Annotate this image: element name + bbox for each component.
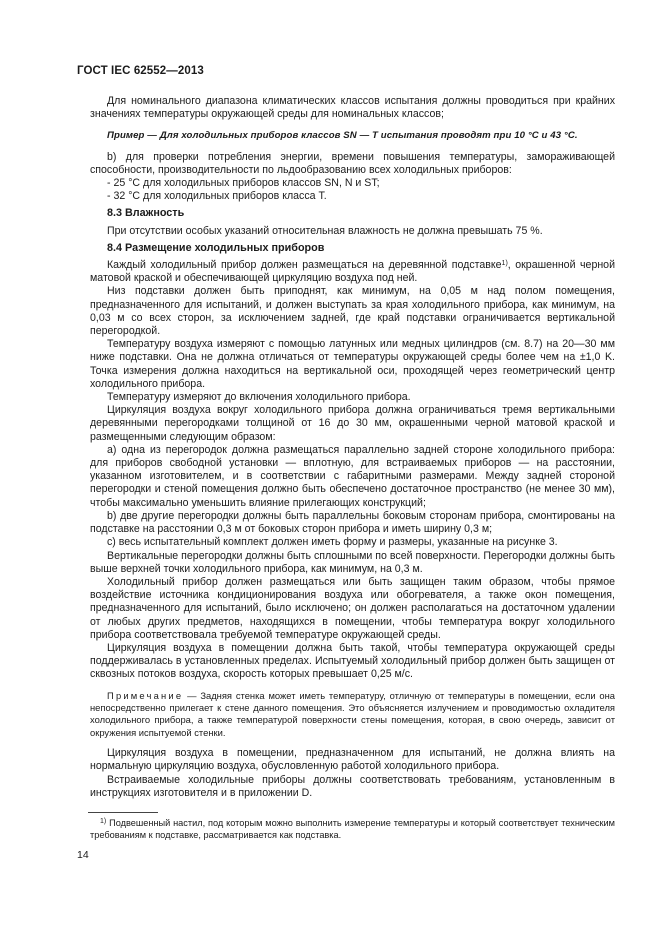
paragraph: Циркуляция воздуха в помещении, предназначенном для испытаний, не должна влиять на нормальную циркуляцию воздуха, обусловленную работой холодильного прибора. bbox=[90, 747, 615, 773]
paragraph: При отсутствии особых указаний относительная влажность не должна превышать 75 %. bbox=[107, 224, 543, 237]
paragraph-text: Каждый холодильный прибор должен размещаться на деревянной подставке bbox=[107, 259, 502, 272]
paragraph: Вертикальные перегородки должны быть сплошными по всей поверхности. Перегородки должны быть выше верхней точки холодильного прибора, как минимум, на 0,3 м. bbox=[90, 549, 615, 575]
paragraph-text: , окрашенной черной матовой краской и обеспечивающей циркуляцию воздуха под ней. bbox=[90, 259, 615, 285]
page-number: 14 bbox=[77, 849, 89, 861]
paragraph: Холодильный прибор должен размещаться или быть защищен таким образом, чтобы прямое воздействие источника кондиционирования воздуха или обогревателя, а также окон помещения, предназначенного для испытаний, было исключено; он должен располагаться на достаточном удалении от любых других предметов, находящихся в помещении, чтобы температура вокруг холодильного прибора соответствовала требуемой температуре окружающей среды. bbox=[90, 575, 615, 641]
footnote-marker: 1) bbox=[100, 818, 107, 825]
paragraph: Циркуляция воздуха в помещении должна быть такой, чтобы температура окружающей среды поддерживалась в установленных пределах. Испытуемый холодильный прибор должен быть защищен от сквозных потоков воздуха, скорость которых превышает 0,25 м/с. bbox=[90, 641, 615, 681]
section-heading-8-3: 8.3 Влажность bbox=[107, 207, 185, 220]
list-item: a) одна из перегородок должна размещаться параллельно задней стороне холодильного прибора: для приборов свободной установки — вплотную, для встраиваемых приборов — на расстоянии, указанном изготовителем, и в соответствии с габаритными размерами. Между задней стороной перегородки и стеной помещения должно быть обеспечено достаточное пространство (не менее 30 мм), чтобы максимально уменьшить влияние прилегающих конструкций; bbox=[90, 443, 615, 509]
example-text: Пример — Для холодильных приборов классов SN — T испытания проводят при 10 °C и 43 °C. bbox=[107, 130, 578, 142]
list-item: c) весь испытательный комплект должен иметь форму и размеры, указанные на рисунке 3. bbox=[107, 536, 558, 549]
paragraph: Циркуляция воздуха вокруг холодильного прибора должна ограничиваться тремя вертикальными деревянными перегородками толщиной от 16 до 30 мм, окрашенными черной матовой краской и размещенными следующим образом: bbox=[90, 404, 615, 443]
note-label: Примечание bbox=[107, 689, 184, 701]
list-item: b) две другие перегородки должны быть параллельны боковым сторонам прибора, смонтированы на подставке на расстоянии 0,3 м от боковых сторон прибора и иметь ширину 0,3 м; bbox=[90, 509, 615, 536]
page-body bbox=[90, 95, 615, 800]
paragraph: Температуру измеряют до включения холодильного прибора. bbox=[107, 391, 411, 404]
footnote-text: Подвешенный настил, под которым можно выполнить измерение температуры и который соответствует техническим требованиям к подставке, рассматривается как подставка. bbox=[90, 818, 615, 841]
section-heading-8-4: 8.4 Размещение холодильных приборов bbox=[107, 241, 325, 254]
paragraph bbox=[90, 259, 615, 285]
list-item: - 25 °C для холодильных приборов классов SN, N и ST; bbox=[107, 177, 380, 190]
list-item: - 32 °C для холодильных приборов класса T. bbox=[107, 190, 327, 203]
paragraph: Для номинального диапазона климатических классов испытания должны проводиться при крайних значениях температуры окружающей среды для номинальных классов; bbox=[90, 95, 615, 121]
paragraph: Температуру воздуха измеряют с помощью латунных или медных цилиндров (см. 8.7) на 20—30 мм ниже подставки. Она не должна отличаться от температуры окружающей среды более чем на ±1,0 K. Точка измерения должна находиться на вертикальной оси, проходящей через геометрический центр холодильного прибора. bbox=[90, 338, 615, 390]
note bbox=[90, 690, 615, 740]
paragraph: b) для проверки потребления энергии, времени повышения температуры, замораживающей способности, производительности по льдообразованию всех холодильных приборов: bbox=[90, 150, 615, 176]
standard-header: ГОСТ IEC 62552—2013 bbox=[77, 65, 204, 77]
paragraph: Встраиваемые холодильные приборы должны соответствовать требованиям, установленным в инструкциях изготовителя и в приложении D. bbox=[90, 773, 615, 799]
footnote bbox=[90, 817, 615, 842]
footnote-divider bbox=[88, 812, 158, 813]
note-text: — Задняя стенка может иметь температуру, отличную от температуры в помещении, если она непосредственно прилегает к стене данного помещения. Это объясняется излучением и проводимостью охладителя холодильного прибора, а также температурой поверхности стены помещения, которая, в свою очередь, зависит от окружения испытуемой стенки. bbox=[90, 689, 615, 738]
footnote-reference: 1) bbox=[501, 260, 508, 268]
paragraph: Низ подставки должен быть приподнят, как минимум, на 0,05 м над полом помещения, предназначенного для испытаний, и должен выступать за края холодильного прибора, как минимум, на 0,03 м со всех сторон, за исключением задней, где край подставки ограничивается вертикальной перегородкой. bbox=[90, 285, 615, 338]
